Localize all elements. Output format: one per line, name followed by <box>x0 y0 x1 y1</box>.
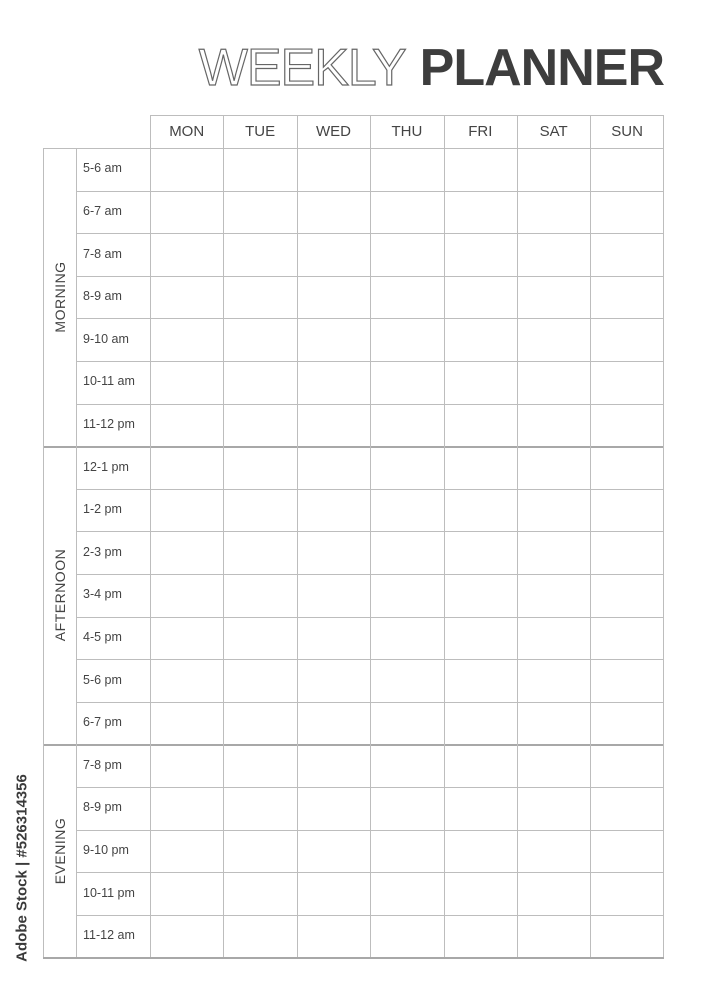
time-column-line <box>150 115 151 957</box>
day-header-sun: SUN <box>611 123 643 140</box>
section-divider-line <box>43 744 664 746</box>
section-name: MORNING <box>51 261 68 333</box>
time-slot-label: 8-9 am <box>83 289 122 304</box>
time-slot-label: 9-10 am <box>83 331 129 346</box>
section-label-evening <box>43 744 76 957</box>
day-column-line <box>444 115 445 957</box>
time-slot-label: 5-6 pm <box>83 672 122 687</box>
time-slot-label: 10-11 pm <box>83 885 135 900</box>
section-name: EVENING <box>51 817 68 885</box>
day-header-wed: WED <box>315 123 351 140</box>
time-slot-label: 4-5 pm <box>83 629 122 644</box>
time-slot-label: 8-9 pm <box>83 800 122 815</box>
time-slot-label: 3-4 pm <box>83 587 122 602</box>
title-outline-word: WEEKLY <box>198 39 406 97</box>
day-header-sat: SAT <box>539 123 568 140</box>
stock-watermark: Adobe Stock | #526314356 <box>13 774 31 962</box>
section-label-afternoon <box>43 446 76 744</box>
section-divider-line <box>43 446 664 448</box>
time-slot-label: 11-12 am <box>83 928 135 943</box>
time-slot-label: 6-7 pm <box>83 715 122 730</box>
left-border <box>43 148 44 957</box>
page-title <box>0 38 664 98</box>
time-slot-label: 6-7 am <box>83 203 122 218</box>
time-slot-label: 5-6 am <box>83 161 122 176</box>
time-slot-label: 11-12 pm <box>83 416 135 431</box>
section-name: AFTERNOON <box>51 549 68 642</box>
section-divider-line <box>43 957 664 959</box>
day-header-tue: TUE <box>245 123 276 140</box>
header-bottom-line <box>43 148 664 149</box>
day-column-line <box>590 115 591 957</box>
section-label-morning <box>43 148 76 446</box>
day-column-line <box>297 115 298 957</box>
time-slot-label: 9-10 pm <box>83 842 129 857</box>
day-header-mon: MON <box>169 123 205 140</box>
section-column-line <box>76 148 77 957</box>
day-column-line <box>517 115 518 957</box>
day-header-thu: THU <box>391 123 423 140</box>
day-column-line <box>223 115 224 957</box>
time-slot-label: 2-3 pm <box>83 544 122 559</box>
time-slot-label: 7-8 am <box>83 246 122 261</box>
time-slot-label: 10-11 am <box>83 374 135 389</box>
planner-grid <box>43 115 664 957</box>
day-column-line <box>663 115 664 957</box>
time-slot-label: 12-1 pm <box>83 459 129 474</box>
time-slot-label: 7-8 pm <box>83 757 122 772</box>
day-column-line <box>370 115 371 957</box>
time-slot-label: 1-2 pm <box>83 502 122 517</box>
title-solid-word: PLANNER <box>419 39 664 97</box>
day-header-fri: FRI <box>468 123 493 140</box>
